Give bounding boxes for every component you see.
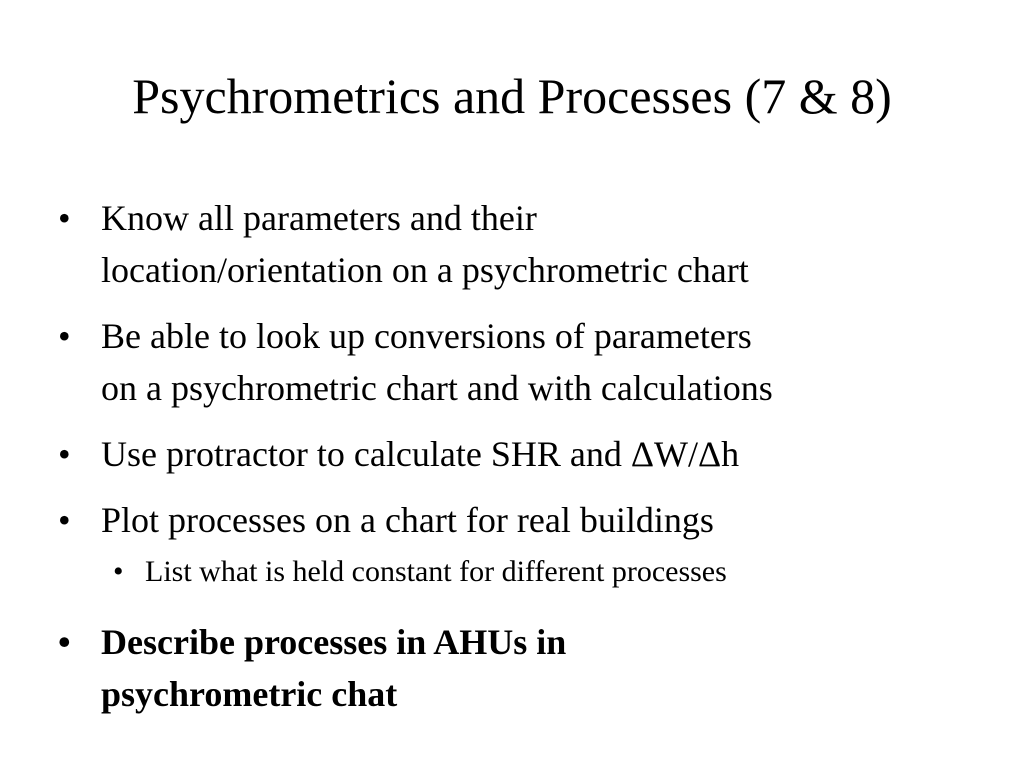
sub-bullet-icon: • [113, 555, 124, 588]
bullet-line: Be able to look up conversions of parameters [101, 316, 752, 356]
bullet-icon: • [58, 316, 71, 356]
bullet-line: Describe processes in AHUs in [101, 622, 567, 662]
bullet-line: location/orientation on a psychrometric chart [101, 250, 749, 290]
bullet-item-protractor [58, 428, 988, 480]
sub-bullet-line: List what is held constant for different processes [145, 555, 727, 588]
bullet-item-know-parameters [58, 192, 988, 296]
bullet-icon: • [58, 500, 71, 540]
bullet-line: on a psychrometric chart and with calculations [101, 368, 773, 408]
bullet-line: Plot processes on a chart for real buildings [101, 500, 714, 540]
bullet-list [58, 192, 988, 734]
bullet-item-plot-processes [58, 494, 988, 546]
sub-bullet-item-held-constant [113, 552, 988, 592]
bullet-line: Know all parameters and their [101, 198, 537, 238]
bullet-item-describe-ahu-processes [58, 616, 988, 720]
bullet-line: psychrometric chat [101, 674, 398, 714]
slide-title: Psychrometrics and Processes (7 & 8) [132, 68, 892, 124]
bullet-item-look-up-conversions [58, 310, 988, 414]
bullet-line: Use protractor to calculate SHR and ΔW/Δh [101, 434, 740, 474]
bullet-icon: • [58, 622, 71, 662]
bullet-icon: • [58, 434, 71, 474]
bullet-icon: • [58, 198, 71, 238]
